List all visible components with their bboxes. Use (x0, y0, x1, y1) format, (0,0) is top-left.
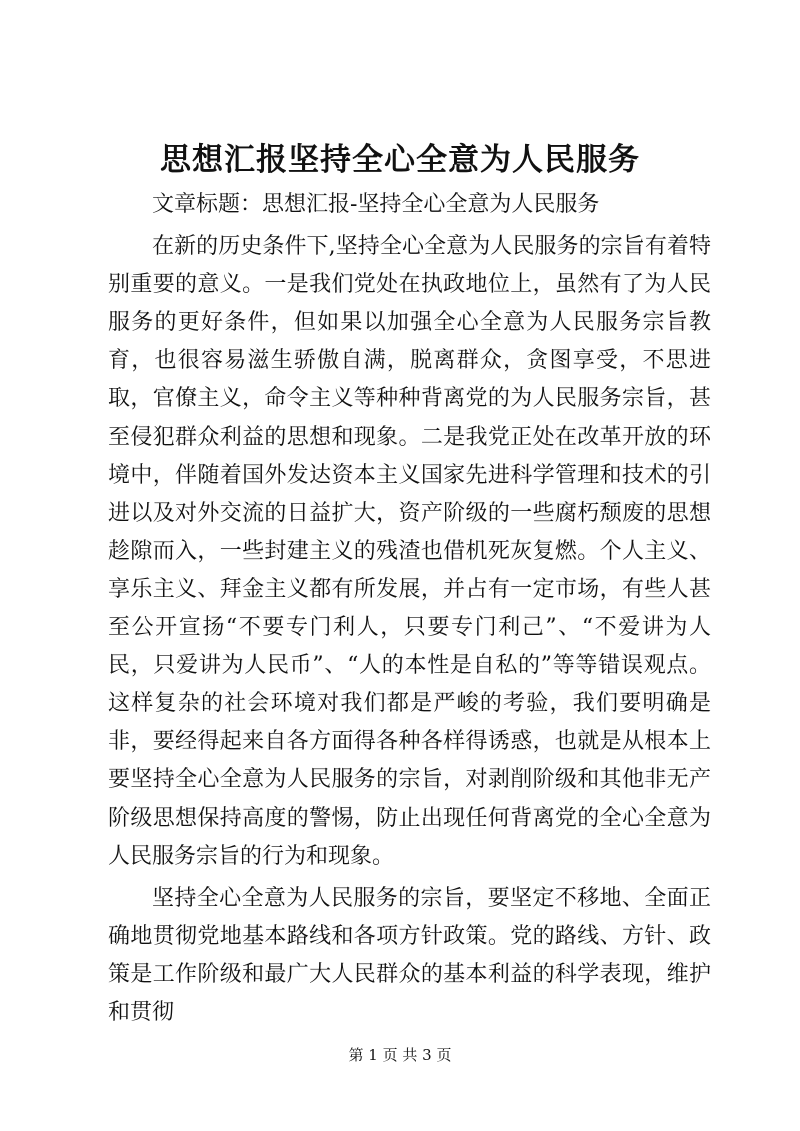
page-footer: 第 1 页 共 3 页 (348, 1046, 452, 1064)
document-body (108, 186, 711, 1032)
body-paragraph-2: 坚持全心全意为人民服务的宗旨，要坚定不移地、全面正确地贯彻党地基本路线和各项方针政策。党的路线、方针、政策是工作阶级和最广大人民群众的基本利益的科学表现，维护和贯彻 (108, 885, 711, 1025)
document-title: 思想汇报坚持全心全意为人民服务 (160, 142, 640, 178)
body-paragraph-1: 在新的历史条件下,坚持全心全意为人民服务的宗旨有着特别重要的意义。一是我们党处在执政地位上，虽然有了为人民服务的更好条件，但如果以加强全心全意为人民服务宗旨教育，也很容易滋生骄傲自满，脱离群众，贪图享受，不思进取，官僚主义，命令主义等种种背离党的为人民服务宗旨，甚至侵犯群众利益的思想和现象。二是我党正处在改革开放的环境中，伴随着国外发达资本主义国家先进科学管理和技术的引进以及对外交流的日益扩大，资产阶级的一些腐朽颓废的思想趁隙而入，一些封建主义的残渣也借机死灰复燃。个人主义、享乐主义、拜金主义都有所发展，并占有一定市场，有些人甚至公开宣扬“不要专门利人，只要专门利己”、“不爱讲为人民，只爱讲为人民币”、“人的本性是自私的”等等错误观点。这样复杂的社会环境对我们都是严峻的考验，我们要明确是非，要经得起来自各方面得各种各样得诱惑，也就是从根本上要坚持全心全意为人民服务的宗旨，对剥削阶级和其他非无产阶级思想保持高度的警惕，防止出现任何背离党的全心全意为人民服务宗旨的行为和现象。 (108, 234, 711, 869)
article-subtitle: 文章标题：思想汇报-坚持全心全意为人民服务 (152, 192, 600, 217)
